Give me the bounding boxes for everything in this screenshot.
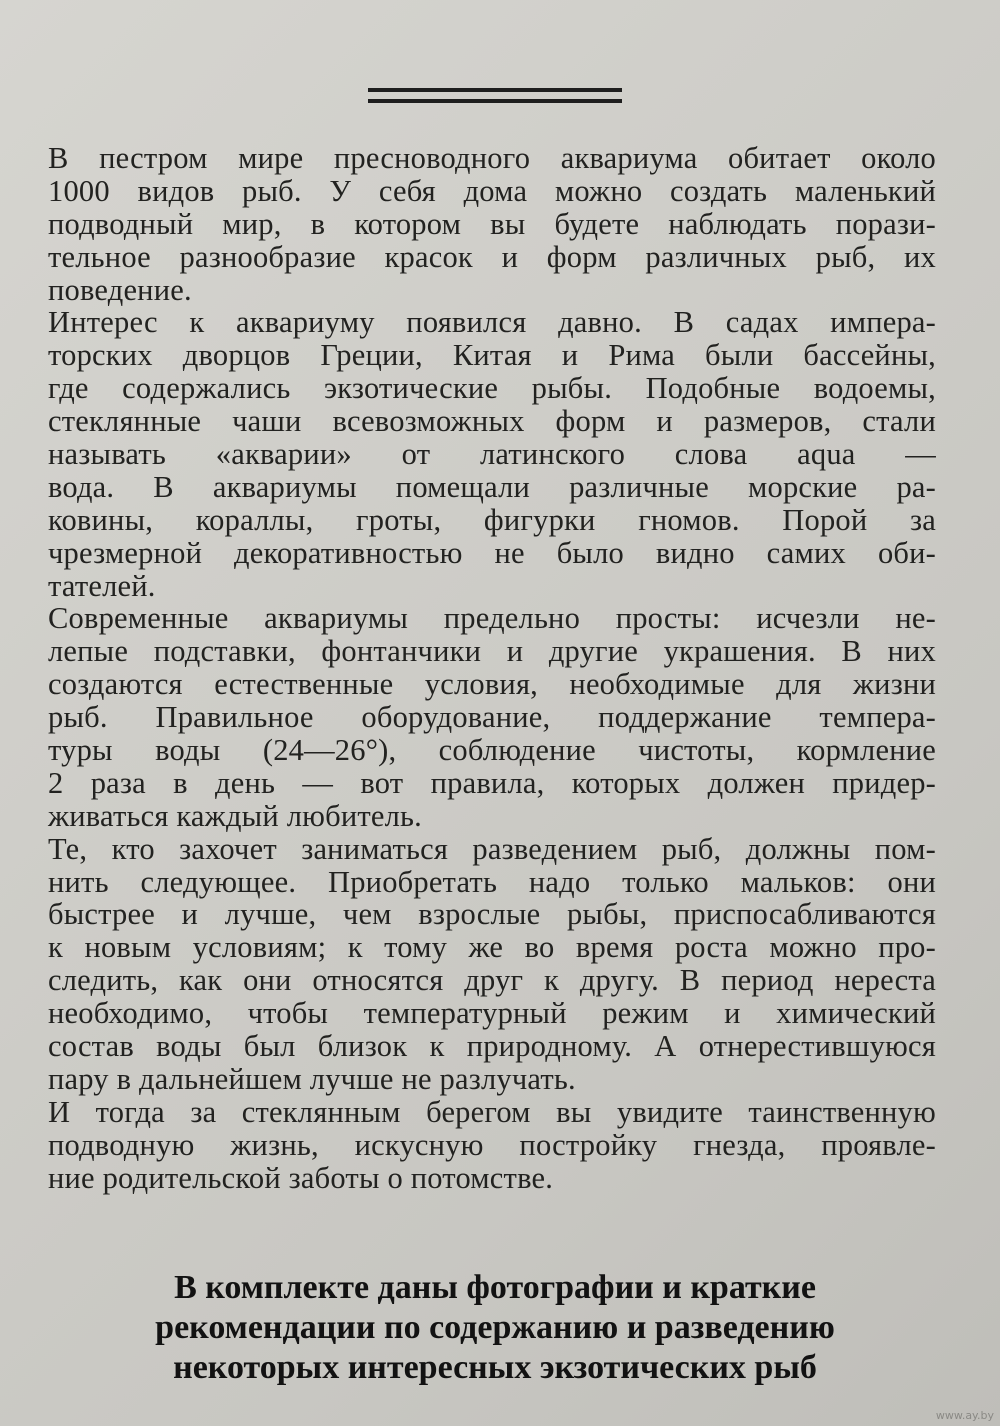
body-line: состав воды был близок к природному. А отнерестившуюся [48, 1029, 936, 1064]
body-line: лепые подставки, фонтанчики и другие украшения. В них [48, 634, 936, 669]
body-line: чрезмерной декоративностью не было видно самих оби- [48, 535, 936, 570]
body-line: Интерес к аквариуму появился давно. В садах импера- [48, 305, 936, 340]
body-line: ние родительской заботы о потомстве. [48, 1160, 554, 1195]
body-line: подводный мир, в котором вы будете наблюдать порази- [48, 206, 936, 241]
body-line: стеклянные чаши всевозможных форм и размеров, стали [48, 404, 936, 439]
body-line: рыб. Правильное оборудование, поддержание темпера- [48, 700, 936, 735]
watermark: www.ay.by [935, 1409, 994, 1422]
body-line: Современные аквариумы предельно просты: исчезли не- [48, 601, 936, 636]
body-line: тельное разнообразие красок и форм различных рыб, их [48, 239, 936, 274]
body-line: В пестром мире пресноводного аквариума обитает около [48, 141, 936, 175]
footer-line: некоторых интересных экзотических рыб [173, 1349, 817, 1386]
body-line: где содержались экзотические рыбы. Подобные водоемы, [48, 371, 936, 406]
body-line: называть «акварии» от латинского слова aqua — [48, 437, 936, 472]
body-line: 1000 видов рыб. У себя дома можно создать маленький [48, 173, 936, 208]
body-line: необходимо, чтобы температурный режим и химический [48, 996, 936, 1031]
footer-line: В комплекте даны фотографии и краткие [174, 1269, 816, 1306]
footer-note [60, 1268, 930, 1388]
footer-line: рекомендации по содержанию и разведению [155, 1309, 835, 1346]
body-line: живаться каждый любитель. [48, 798, 422, 833]
body-line: подводную жизнь, искусную постройку гнезда, проявле- [48, 1127, 936, 1162]
body-line: пару в дальнейшем лучше не разлучать. [48, 1061, 576, 1096]
body-text [48, 142, 936, 1195]
body-line: торских дворцов Греции, Китая и Рима были бассейны, [48, 338, 936, 373]
body-line: Те, кто захочет заниматься разведением рыб, должны пом- [48, 831, 936, 866]
body-line: вода. В аквариумы помещали различные морские ра- [48, 469, 936, 504]
body-line: следить, как они относятся друг к другу. В период нереста [48, 963, 936, 998]
body-line: 2 раза в день — вот правила, которых должен придер- [48, 765, 936, 800]
body-line: создаются естественные условия, необходимые для жизни [48, 667, 936, 702]
double-rule-bottom [368, 99, 622, 103]
body-line: тателей. [48, 568, 156, 603]
body-line: быстрее и лучше, чем взрослые рыбы, приспосабливаются [48, 897, 936, 932]
body-line: ковины, кораллы, гроты, фигурки гномов. Порой за [48, 502, 936, 537]
body-line: к новым условиям; к тому же во время роста можно про- [48, 930, 936, 965]
body-line: И тогда за стеклянным берегом вы увидите таинственную [48, 1094, 936, 1129]
double-rule-top [368, 88, 622, 92]
body-line: нить следующее. Приобретать надо только мальков: они [48, 864, 936, 899]
body-line: туры воды (24—26°), соблюдение чистоты, кормление [48, 733, 936, 768]
body-line: поведение. [48, 272, 192, 307]
